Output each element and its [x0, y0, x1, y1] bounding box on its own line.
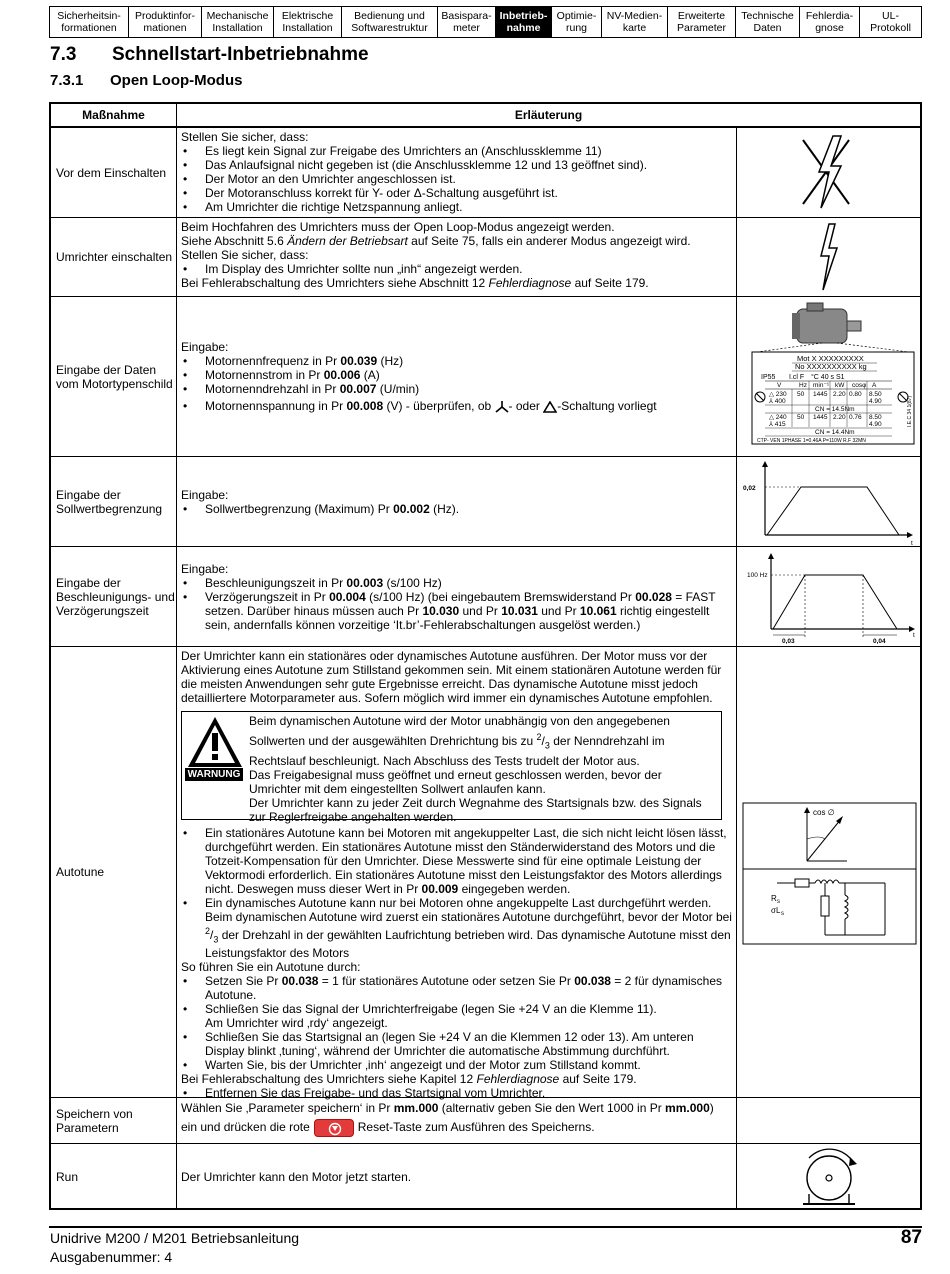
intro-text: Der Umrichter kann ein stationäres oder dynamisches Autotune ausführen. Der Motor muss vor der Aktivierung eines Autotune zum Stillstand gekommen sein. Mit einem stationären Autotune werden für die meisten Anwendungen sehr gute Ergebnisse erreicht. Das dynamische Autotune misst jedoch detailliertere Motorparameter aus. Sofern möglich wird immer ein dynamisches Autotune empfohlen.	[181, 649, 722, 705]
svg-text:cosφ: cosφ	[852, 382, 867, 389]
row-label: Vor dem Einschalten	[51, 128, 177, 217]
table-header-row	[51, 104, 920, 126]
header-explanation: Erläuterung	[514, 108, 583, 122]
svg-text:t: t	[913, 632, 915, 639]
svg-text:50: 50	[797, 414, 805, 421]
list-item: • Entfernen Sie das Freigabe- und das Startsignal vom Umrichter.	[181, 1086, 732, 1100]
svg-text:s: s	[781, 911, 784, 917]
svg-text:1445: 1445	[813, 414, 828, 421]
warning-text: Beim dynamischen Autotune wird der Motor unabhängig von den angegebenen Sollwerten und der ausgewählten Drehrichtung bis zu $^2/_3$ der Nenndrehzahl im Rechtslauf beschleunigt. Nach Abschluss des Tests trudelt der Motor aus. Das Freigabesignal muss geöffnet und erneut geschlossen werden, bevor der Umrichter mit dem eingestellten Sollwert anlaufen kann. Der Umrichter kann zu jeder Zeit durch Wegnahme des Startsignals bzw. des Signals zur Reglerfreigabe angehalten werden.	[249, 714, 702, 824]
list-item: • Im Display des Umrichter sollte nun „inh“ angezeigt werden.	[181, 262, 732, 276]
svg-text:t: t	[911, 540, 913, 547]
svg-text:R: R	[771, 894, 777, 903]
row-explanation	[177, 457, 737, 546]
list-item: • Beschleunigungszeit in Pr 00.003 (s/100 Hz)	[181, 576, 732, 590]
svg-text:Mot X XXXXXXXXX: Mot X XXXXXXXXX	[797, 354, 864, 363]
subsection-title: Open Loop-Modus	[110, 72, 243, 89]
svg-text:I.E.C 34 1(87): I.E.C 34 1(87)	[907, 395, 913, 427]
svg-text:min⁻¹: min⁻¹	[813, 382, 830, 389]
svg-text:2.20: 2.20	[833, 391, 846, 398]
list-item: • Motornennspannung in Pr 00.008 (V) - überprüfen, ob - oder -Schaltung vorliegt	[181, 399, 732, 413]
list-item: • Der Motor an den Umrichter angeschlossen ist.	[181, 172, 732, 186]
list-item: • Setzen Sie Pr 00.038 = 1 für stationäres Autotune oder setzen Sie Pr 00.038 = 2 für dynamisches Autotune.	[181, 974, 732, 1002]
nav-tab[interactable]: NV-Medien- karte	[602, 7, 668, 37]
nav-tab[interactable]: Erweiterte Parameter	[668, 7, 736, 37]
svg-text:I.cl F: I.cl F	[789, 374, 805, 381]
svg-text:2.20: 2.20	[833, 414, 846, 421]
svg-text:0,04: 0,04	[873, 638, 886, 645]
top-navigation	[49, 6, 922, 38]
list-item: • Es liegt kein Signal zur Freigabe des Umrichters an (Anschlussklemme 11)	[181, 144, 732, 158]
footer-title: Unidrive M200 / M201 Betriebsanleitung	[50, 1230, 300, 1246]
svg-text:σL: σL	[771, 906, 781, 915]
nav-tab[interactable]: Sicherheitsin- formationen	[50, 7, 129, 37]
text-line: Bei Fehlerabschaltung des Umrichters siehe Kapitel 12 Fehlerdiagnose auf Seite 179.	[181, 1072, 637, 1087]
table-row-save-parameters	[51, 1097, 920, 1143]
row-explanation	[177, 647, 737, 1101]
row-explanation: Wählen Sie ‚Parameter speichern‘ in Pr mm.000 (alternativ geben Sie den Wert 1000 in Pr mm.000) ein und drücken die rote Reset-Taste zum Ausführen des Speicherns.	[177, 1098, 737, 1143]
svg-text:kW: kW	[835, 382, 845, 389]
page-number: 87	[900, 1227, 922, 1248]
warning-label: WARNUNG	[185, 768, 243, 781]
warning-box	[181, 711, 722, 824]
list-item: • Am Umrichter die richtige Netzspannung anliegt.	[181, 200, 732, 214]
lightning-icon	[737, 218, 920, 296]
nav-tab[interactable]: Produktinfor- mationen	[129, 7, 202, 37]
svg-text:A: A	[872, 382, 877, 389]
list-item: • Schließen Sie das Signal der Umrichterfreigabe (legen Sie +24 V an die Klemme 11). Am Umrichter wird ‚rdy‘ angezeigt.	[181, 1002, 732, 1030]
section-number: 7.3	[50, 44, 77, 65]
intro-text: Eingabe:	[181, 561, 229, 576]
list-item: • Der Motoranschluss korrekt für Y- oder Δ-Schaltung ausgeführt ist.	[181, 186, 732, 200]
row-label: Autotune	[51, 647, 177, 1097]
reset-key-icon	[314, 1119, 354, 1137]
intro-text: Stellen Sie sicher, dass:	[181, 130, 309, 144]
list-item: • Ein dynamisches Autotune kann nur bei Motoren ohne angekuppelte Last durchgeführt werden. Beim dynamischen Autotune wird zuerst ein stationäres Autotune durchgeführt, bevor der Motor bei $^2/_3$ der Drehzahl in der gewählten Laufrichtung betrieben wird. Das dynamische Autotune misst den Leistungsfaktor des Motors	[181, 896, 732, 960]
svg-text:No XXXXXXXXXX kg: No XXXXXXXXXX kg	[795, 362, 867, 371]
svg-text:50: 50	[797, 391, 805, 398]
list-item: • Motornennstrom in Pr 00.006 (A)	[181, 368, 732, 382]
intro-text: Eingabe:	[181, 340, 229, 354]
row-explanation: Der Umrichter kann den Motor jetzt starten.	[177, 1144, 737, 1210]
nav-tab[interactable]: Optimie- rung	[552, 7, 602, 37]
list-item: • Das Anlaufsignal nicht gegeben ist (die Anschlussklemme 12 und 13 geöffnet sind).	[181, 158, 732, 172]
row-label: Umrichter einschalten	[51, 218, 177, 296]
svg-text:100 Hz: 100 Hz	[747, 572, 768, 579]
nav-tab[interactable]: UL- Protokoll	[870, 10, 911, 34]
section-heading	[50, 44, 369, 66]
nav-tab[interactable]: Fehlerdia- gnose	[800, 7, 860, 37]
svg-text:△ 240: △ 240	[769, 414, 787, 421]
row-explanation	[177, 547, 737, 646]
table-row-power-on	[51, 217, 920, 296]
delta-connection-icon	[543, 401, 557, 413]
svg-text:CTP- VEN 1PHASE 1=0.46A P=110W: CTP- VEN 1PHASE 1=0.46A P=110W R.F 32MN	[757, 438, 866, 444]
list-item: • Schließen Sie das Startsignal an (legen Sie +24 V an die Klemmen 12 oder 13). Am unteren Display blinkt ‚tuning‘, während der Umrichter die automatische Abstimmung durchführt.	[181, 1030, 732, 1058]
svg-text:cos ∅: cos ∅	[813, 808, 835, 817]
subsection-number: 7.3.1	[50, 72, 84, 89]
nav-tab[interactable]: Mechanische Installation	[202, 7, 274, 37]
no-power-icon	[737, 128, 920, 217]
text-line: Stellen Sie sicher, dass:	[181, 248, 309, 262]
header-measure: Maßnahme	[51, 104, 177, 126]
list-item: • Motornenndrehzahl in Pr 00.007 (U/min)	[181, 382, 732, 396]
svg-text:⅄ 415: ⅄ 415	[769, 421, 786, 428]
nav-tab[interactable]: Basispara- meter	[438, 7, 496, 37]
section-title: Schnellstart-Inbetriebnahme	[112, 44, 369, 65]
intro-text: Eingabe:	[181, 487, 229, 502]
subsection-heading	[50, 72, 242, 89]
table-row-motor-nameplate	[51, 296, 920, 456]
svg-text:8.50: 8.50	[869, 414, 882, 421]
svg-text:s: s	[777, 899, 780, 905]
footer-issue: Ausgabenummer: 4	[50, 1249, 173, 1265]
nav-tab[interactable]: Elektrische Installation	[274, 7, 342, 37]
svg-text:△ 230: △ 230	[769, 391, 787, 398]
table-row-accel-decel	[51, 546, 920, 646]
motor-rotation-icon	[737, 1144, 920, 1210]
text-line: So führen Sie ein Autotune durch:	[181, 960, 361, 975]
setpoint-limit-graph	[737, 457, 920, 546]
row-label: Speichern von Parametern	[51, 1098, 177, 1143]
row-label: Eingabe der Sollwertbegrenzung	[51, 457, 177, 546]
row-label: Eingabe der Beschleunigungs- und Verzögerungszeit	[51, 547, 177, 646]
list-item: • Verzögerungszeit in Pr 00.004 (s/100 Hz) (bei eingebautem Bremswiderstand Pr 00.028 = FAST setzen. Darüber hinaus müssen auch Pr 10.030 und Pr 10.031 und Pr 10.061 richtig eingestellt sein, andernfalls können vorzeitige ‘It.br’-Fehlerabschaltungen ausgelöst werden.)	[181, 590, 732, 632]
table-row-run	[51, 1143, 920, 1210]
text-line: Bei Fehlerabschaltung des Umrichters siehe Abschnitt 12 Fehlerdiagnose auf Seite 179.	[181, 276, 649, 290]
svg-text:1445: 1445	[813, 391, 828, 398]
svg-text:4.90: 4.90	[869, 398, 882, 405]
row-explanation	[177, 218, 737, 296]
row-label: Run	[51, 1144, 177, 1210]
text-line: Siehe Abschnitt 5.6 Ändern der Betriebsart auf Seite 75, falls ein anderer Modus angezeigt wird.	[181, 234, 691, 248]
svg-text:V: V	[777, 382, 782, 389]
svg-text:0.80: 0.80	[849, 391, 862, 398]
svg-text:Hz: Hz	[799, 382, 807, 389]
svg-text:0,02: 0,02	[743, 485, 756, 492]
list-item: • Warten Sie, bis der Umrichter ‚inh‘ angezeigt und der Motor zum Stillstand kommt.	[181, 1058, 732, 1072]
table-row-setpoint-limit	[51, 456, 920, 546]
motor-nameplate-illustration	[737, 297, 920, 456]
svg-text:⅄ 400: ⅄ 400	[769, 398, 786, 405]
svg-text:°C 40 s S1: °C 40 s S1	[811, 374, 845, 381]
list-item: • Ein stationäres Autotune kann bei Motoren mit angekuppelter Last, die sich nicht leicht lösen lässt, durchgeführt werden. Ein stationäres Autotune misst den Ständerwiderstand des Motors und die Totzeit-Kompensation für den Umrichter. Diese Messwerte sind für eine optimale Leistung der Vektormodi erforderlich. Ein stationäres Autotune misst den Leistungsfaktor des Motors allerdings nicht. Deswegen muss dieser Wert in Pr 00.009 eingegeben werden.	[181, 826, 732, 896]
svg-text:IP55: IP55	[761, 374, 776, 381]
table-row-before-power-on	[51, 128, 920, 217]
list-item: • Motornennfrequenz in Pr 00.039 (Hz)	[181, 354, 732, 368]
nav-tab[interactable]: Inbetrieb- nahme	[496, 7, 552, 37]
svg-text:0.76: 0.76	[849, 414, 862, 421]
text-line: Beim Hochfahren des Umrichters muss der Open Loop-Modus angezeigt werden.	[181, 220, 615, 234]
svg-text:4.90: 4.90	[869, 421, 882, 428]
star-connection-icon	[495, 401, 509, 413]
nav-tab[interactable]: Technische Daten	[736, 7, 800, 37]
svg-text:CN = 14.5Nm: CN = 14.5Nm	[815, 406, 855, 413]
svg-text:CN = 14.4Nm: CN = 14.4Nm	[815, 429, 855, 436]
accel-decel-graph	[737, 547, 920, 646]
list-item: • Sollwertbegrenzung (Maximum) Pr 00.002 (Hz).	[181, 502, 732, 516]
svg-text:0,03: 0,03	[782, 638, 795, 645]
table-row-autotune	[51, 646, 920, 1101]
svg-text:8.50: 8.50	[869, 391, 882, 398]
row-label: Eingabe der Daten vom Motortypenschild	[51, 297, 177, 456]
nav-tab[interactable]: Bedienung und Softwarestruktur	[342, 7, 438, 37]
row-explanation	[177, 128, 737, 217]
autotune-diagram	[737, 647, 920, 1097]
quick-start-table	[49, 102, 922, 1210]
row-explanation	[177, 297, 737, 456]
